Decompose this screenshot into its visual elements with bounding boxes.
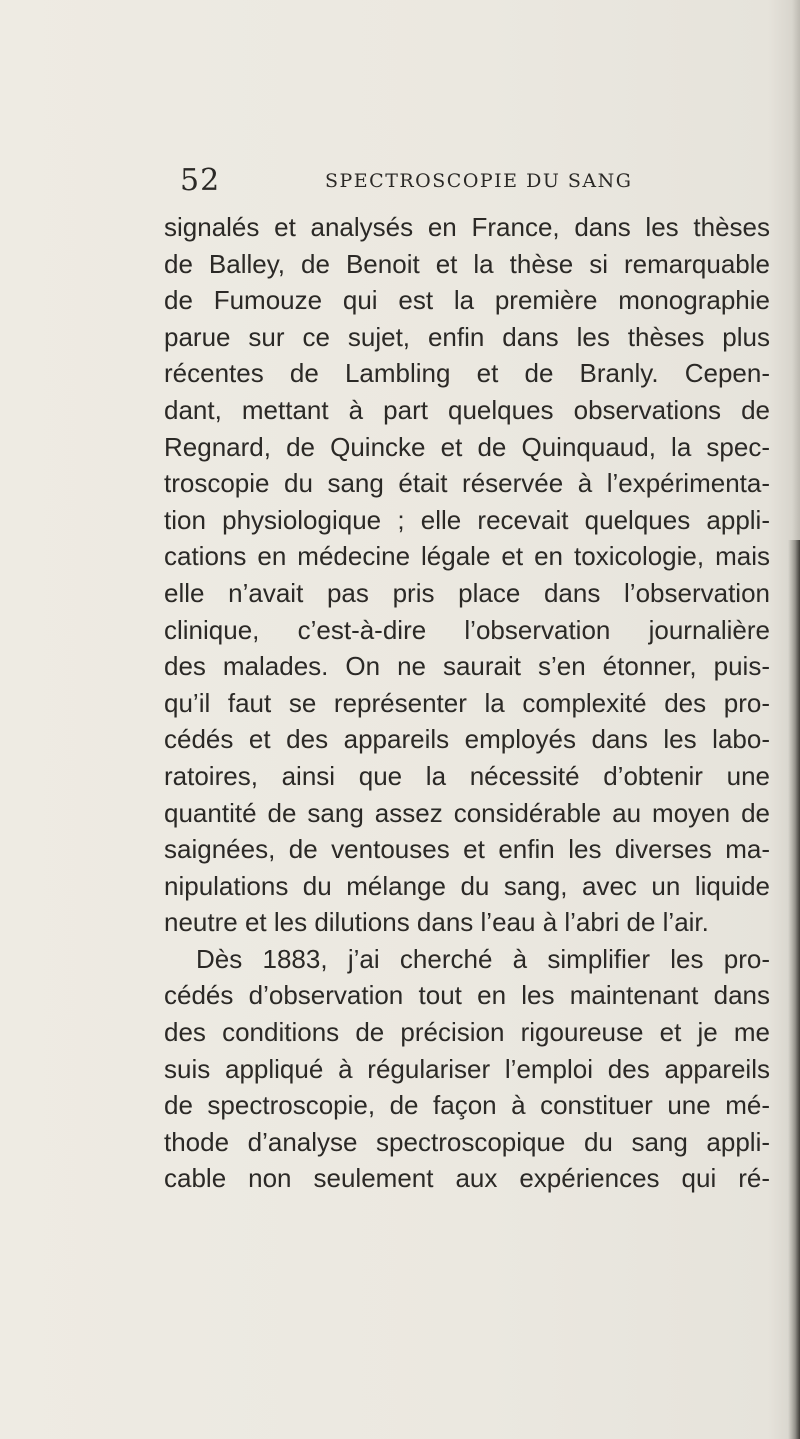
text-line: ratoires, ainsi que la nécessité d’obtenir une <box>164 760 770 791</box>
body-text <box>164 209 770 1197</box>
text-line: nipulations du mélange du sang, avec un liquide <box>164 870 770 901</box>
page-edge-shadow <box>788 540 800 1439</box>
text-line: Dès 1883, j’ai cherché à simplifier les pro- <box>196 943 770 974</box>
text-line: Regnard, de Quincke et de Quinquaud, la spec- <box>164 431 770 462</box>
text-line: cédés et des appareils employés dans les labo- <box>164 724 770 755</box>
text-line: cédés d’observation tout en les maintenant dans <box>164 980 770 1011</box>
text-line: tion physiologique ; elle recevait quelques appli- <box>164 504 770 535</box>
text-line: de spectroscopie, de façon à constituer une mé- <box>164 1090 770 1121</box>
text-line: troscopie du sang était réservée à l’expérimenta- <box>164 468 770 499</box>
text-line: elle n’avait pas pris place dans l’observation <box>164 577 770 608</box>
text-line: thode d’analyse spectroscopique du sang appli- <box>164 1126 770 1157</box>
text-line: de Fumouze qui est la première monographie <box>164 285 770 316</box>
text-line: saignées, de ventouses et enfin les diverses ma- <box>164 834 770 865</box>
text-line: clinique, c’est-à-dire l’observation journalière <box>164 614 770 645</box>
text-line: quantité de sang assez considérable au moyen de <box>164 797 770 828</box>
text-line: des conditions de précision rigoureuse et je me <box>164 1017 770 1048</box>
text-line: signalés et analysés en France, dans les thèses <box>164 212 770 242</box>
page-header <box>180 161 680 201</box>
text-line: de Balley, de Benoit et la thèse si remarquable <box>164 248 770 279</box>
text-line: des malades. On ne saurait s’en étonner, puis- <box>164 651 770 682</box>
text-line: suis appliqué à régulariser l’emploi des appareils <box>164 1053 770 1084</box>
page-number: 52 <box>180 163 221 198</box>
text-line: récentes de Lambling et de Branly. Cepen- <box>164 358 770 389</box>
text-line: qu’il faut se représenter la complexité des pro- <box>164 687 770 718</box>
text-line: parue sur ce sujet, enfin dans les thèses plus <box>164 321 770 352</box>
text-line: dant, mettant à part quelques observations de <box>164 394 770 425</box>
text-line: cable non seulement aux expériences qui ré- <box>164 1163 770 1194</box>
text-line: neutre et les dilutions dans l’eau à l’abri de l’air. <box>164 907 709 938</box>
text-line: cations en médecine légale et en toxicologie, mais <box>164 541 770 572</box>
running-head: SPECTROSCOPIE DU SANG <box>325 170 633 192</box>
